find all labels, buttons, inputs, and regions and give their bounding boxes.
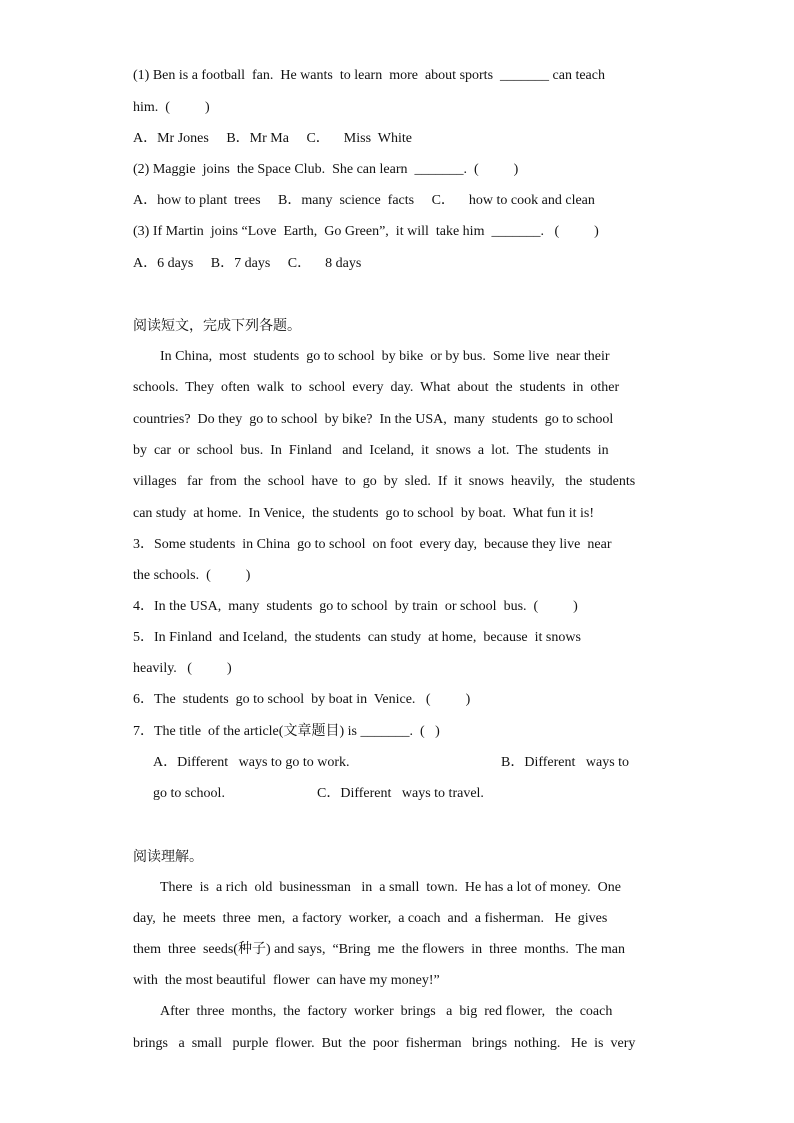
question-1-line-2: him. ( ) — [133, 100, 210, 115]
question-7-option-b: B．Different ways to — [501, 755, 630, 770]
passage-1-line: villages far from the school have to go by sled. If it snows heavily, the students — [133, 474, 636, 489]
question-2-line: (2) Maggie joins the Space Club. She can learn _______. ( ) — [133, 162, 519, 177]
passage-1-line: can study at home. In Venice, the students go to school by boat. What fun it is! — [133, 506, 595, 521]
question-7-option-c: C．Different ways to travel. — [317, 786, 484, 801]
statement-3-line-2: the schools. ( ) — [133, 568, 251, 583]
passage-2-line: them three seeds(种子) and says, “Bring me the flowers in three months. The man — [133, 942, 625, 957]
section-heading-reading: 阅读短文，完成下列各题。 — [133, 318, 301, 334]
statement-5-line-1: 5．In Finland and Iceland, the students can study at home, because it snows — [133, 630, 581, 645]
question-1-line-1: (1) Ben is a football fan. He wants to learn more about sports _______ can teach — [133, 68, 605, 83]
question-2-options: A．how to plant trees B．many science facts C． how to cook and clean — [133, 193, 595, 208]
passage-1-line: In China, most students go to school by bike or by bus. Some live near their — [160, 349, 610, 364]
passage-1-line: countries? Do they go to school by bike? In the USA, many students go to school — [133, 412, 614, 427]
statement-4-line: 4．In the USA, many students go to school by train or school bus. ( ) — [133, 599, 578, 614]
passage-2-line: There is a rich old businessman in a small town. He has a lot of money. One — [160, 880, 621, 895]
passage-1-line: schools. They often walk to school every day. What about the students in other — [133, 380, 620, 395]
section-heading-comprehension: 阅读理解。 — [133, 849, 203, 865]
question-7-option-b-continued: go to school. — [153, 786, 225, 801]
question-3-options: A．6 days B．7 days C． 8 days — [133, 256, 362, 271]
statement-6-line: 6．The students go to school by boat in Venice. ( ) — [133, 692, 471, 707]
passage-2-line: brings a small purple flower. But the poor fisherman brings nothing. He is very — [133, 1036, 636, 1051]
passage-2-line: with the most beautiful flower can have my money!” — [133, 973, 440, 988]
question-1-options: A．Mr Jones B．Mr Ma C． Miss White — [133, 131, 412, 146]
statement-3-line-1: 3．Some students in China go to school on foot every day, because they live near — [133, 537, 612, 552]
question-3-line: (3) If Martin joins “Love Earth, Go Green”, it will take him _______. ( ) — [133, 224, 599, 239]
question-7-option-a: A．Different ways to go to work. — [153, 755, 350, 770]
passage-2-line: day, he meets three men, a factory worker, a coach and a fisherman. He gives — [133, 911, 608, 926]
passage-2-line: After three months, the factory worker brings a big red flower, the coach — [160, 1004, 613, 1019]
passage-1-line: by car or school bus. In Finland and Iceland, it snows a lot. The students in — [133, 443, 609, 458]
question-7-line: 7．The title of the article(文章题目) is _______. ( ) — [133, 724, 440, 739]
statement-5-line-2: heavily. ( ) — [133, 661, 232, 676]
